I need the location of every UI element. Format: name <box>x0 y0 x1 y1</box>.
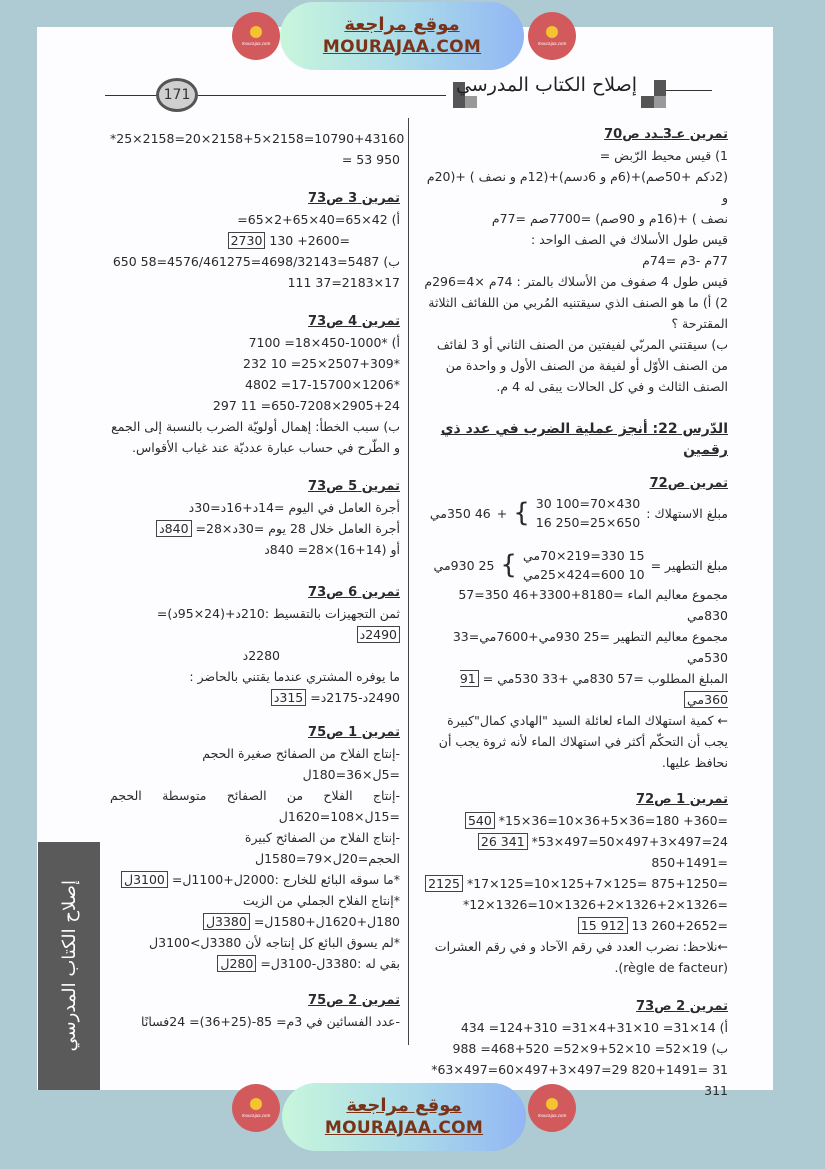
calc-line: *25×2158=20×2158+5×2158=10790+43160 <box>110 131 405 146</box>
text-line: 77م -3م =74م <box>642 253 728 268</box>
exercise-heading: تمرين 1 ص72 <box>636 792 728 807</box>
explanation-text: ب) سبب الخطأ: إهمال أولويّة الضرب بالنسبة إلى الجمع و الطّرح في حساب عبارة عدديّة عند غياب الأقواس. <box>111 419 400 455</box>
header-rule-mid <box>198 95 446 96</box>
conclusion-text: ← كمية استهلاك الماء لعائلة السيد "الهادي كمال"كبيرة يجب أن التحكّم أكثر في استهلاك الماء لأنه ثروة يجب أن نحافظ عليها. <box>438 713 728 770</box>
calc-line: أ) 14×31= 10×31+4×31= 310+124= 434 <box>460 1020 728 1035</box>
text-line: *ما سوقه البائع للخارج :2000ل+1100ل= 3100ل <box>110 869 400 890</box>
text-line: *لم يسوق البائع كل إنتاجه لأن 3380ل>3100ل <box>149 935 400 950</box>
header-square-icon <box>654 80 666 96</box>
text-line: 1) قيس محيط الرّبض = <box>599 148 728 163</box>
calc-line: *1206×17-15700= 4802 <box>245 377 400 392</box>
exercise-heading: تمرين 6 ص73 <box>308 585 400 600</box>
calc-line: *2507+309×25= 10 232 <box>243 356 400 371</box>
text-line: *إنتاج الفلاح الجملي من الزيت <box>242 893 400 908</box>
right-column <box>420 120 728 1101</box>
text-line: 2) أ) ما هو الصنف الذي سيقتنيه المُربي من اللفائف الثلاثة المقترحة ؟ <box>428 295 728 331</box>
text-line: 15 330=219×70مي <box>522 548 645 563</box>
text-line: أجرة العامل خلال 28 يوم =30د×28= 840د <box>110 518 400 539</box>
text-line: مجموع معاليم التطهير =25 930مي+7600مي=33 530مي <box>452 629 728 665</box>
text-line: -إنتاج الفلاح من الصفائح كبيرة الحجم=20ل×79=1580ل <box>244 830 400 866</box>
text-line: 2490د-2175د= 315د <box>110 687 400 708</box>
text-line: قيس طول الأسلاك في الصف الواحد : <box>530 232 728 247</box>
text-line: 180ل+1620ل+1580ل= 3380ل <box>110 911 400 932</box>
exercise-heading: تمرين عـ3ـدد ص70 <box>604 127 728 142</box>
page-number: 171 <box>156 78 198 112</box>
calc-line: 17×2183=37 111 <box>287 275 400 290</box>
answer-box: 2125 <box>425 875 463 892</box>
column-divider <box>408 118 409 1045</box>
text-line: بقي له :3380ل-3100ل= 280ل <box>110 953 400 974</box>
mourajaa-banner-top[interactable]: موقع مراجعة MOURAJAA.COM <box>280 2 524 70</box>
calc-line: ب) 19×52= 10×52+9×52= 520+468= 988 <box>452 1041 728 1056</box>
answer-box: 2730 <box>228 232 266 249</box>
text-line: المبلغ المطلوب =57 830مي +33 530مي = 91 360مي <box>459 671 728 707</box>
answer-box: 3380ل <box>203 913 250 930</box>
exercise-heading: تمرين 2 ص75 <box>308 993 400 1008</box>
text-line: 30 100=70×430 <box>535 496 641 511</box>
text-line: -عدد الفسائين في 3م= 85-(25+36)= 24فسانًا <box>141 1014 400 1029</box>
answer-box: 26 341 <box>478 833 528 850</box>
book-icon <box>250 26 262 38</box>
exercise-heading: تمرين 4 ص73 <box>308 314 400 329</box>
answer-box: 315د <box>271 689 306 706</box>
header-square-icon <box>453 96 465 108</box>
text-line: مجموع معاليم الماء =8180+3300+46 350=57 830مي <box>458 587 728 623</box>
calc-line: = 53 950 <box>341 152 400 167</box>
text-line: -إنتاج الفلاح من الصفائح متوسطة الحجم =15ل×108=1620ل <box>110 788 400 824</box>
calc-line: *63×497=60×497+3×497=29 820+1491= 31 311 <box>431 1062 728 1098</box>
exercise-heading: تمرين 5 ص73 <box>308 479 400 494</box>
book-icon <box>546 1098 558 1110</box>
mourajaa-logo-left: mourajaa.com <box>232 12 280 60</box>
header-square-icon <box>641 96 654 108</box>
header-rule-left <box>105 95 157 96</box>
calc-line: 2125 *17×125=10×125+7×125= 875+1250= <box>420 873 728 894</box>
header-square-icon <box>465 96 477 108</box>
text-line: 10 600=424×25مي <box>522 567 645 582</box>
calc-line: *12×1326=10×1326+2×1326+2×1326= <box>462 897 728 912</box>
text-line: 16 250=25×650 <box>535 515 641 530</box>
note-text: ←نلاحظ: نضرب العدد في رقم الآحاد و في رقم العشرات <box>434 939 728 954</box>
book-icon <box>546 26 558 38</box>
brace-icon: } <box>513 497 530 528</box>
mourajaa-logo-left: mourajaa.com <box>232 1084 280 1132</box>
text-line: (2دكم +50صم)+(6م و 6دسم)+(12م و نصف ) +(20م و <box>426 169 728 205</box>
text-line: نصف ) +(16م و 90صم) =7700صم =77م <box>491 211 728 226</box>
calc-line: أ) 42×65=40×65+2×65= <box>237 212 400 227</box>
header-rule-right <box>666 90 712 91</box>
answer-box: 540 <box>465 812 495 829</box>
book-icon <box>250 1098 262 1110</box>
mourajaa-logo-right: mourajaa.com <box>528 12 576 60</box>
answer-box: 91 360مي <box>459 671 728 707</box>
answer-box: 840د <box>156 520 191 537</box>
answer-box: 3100ل <box>121 871 168 888</box>
text-line: ثمن التجهيزات بالتقسيط :210د+(24×95د)= 2490د <box>156 606 400 642</box>
header-square-icon <box>654 96 666 108</box>
side-tab: إصلاح الكتاب المدرسي <box>38 842 100 1090</box>
text-line: 2280د <box>242 648 280 663</box>
text-line: ب) سيقتني المربّي لفيفتين من الصنف الثاني أو 3 لفائف من الصنف الأوّل أو لفيفة من الصنف الأول و واحدة من الصنف الثالث و في كل الحالات يبقى له 4 م. <box>436 337 728 394</box>
calc-line: 2905+24×650-7208= 11 297 <box>212 398 400 413</box>
brace-icon: } <box>500 549 517 580</box>
text-line: -إنتاج الفلاح من الصفائح صغيرة الحجم =5ل×36=180ل <box>202 746 400 782</box>
consumption-block: مبلغ الاستهلاك : 30 100=70×430 16 250=25×650 } + 46 350مي <box>429 496 728 530</box>
text-line: ما يوفره المشتري عندما يقتني بالحاضر : <box>189 669 400 684</box>
text-line: قيس طول 4 صفوف من الأسلاك بالمتر : 74م ×4=296م <box>424 274 728 289</box>
calc-line: 2730 130 +2600= <box>110 230 400 251</box>
calc-line: 26 341 *53×497=50×497+3×497=24 850+1491= <box>420 831 728 873</box>
lesson-title: الدّرس 22: أنجز عملية الضرب في عدد ذي رقمين <box>440 421 728 458</box>
sanitation-block: مبلغ التطهير = 15 330=219×70مي 10 600=424×25مي } 25 930مي <box>433 548 728 582</box>
exercise-heading: تمرين 3 ص73 <box>308 191 400 206</box>
answer-box: 15 912 <box>578 917 628 934</box>
text-line: أجرة العامل في اليوم =14د+16د=30د <box>188 500 400 515</box>
mourajaa-banner-bottom[interactable]: موقع مراجعة MOURAJAA.COM <box>282 1083 526 1151</box>
exercise-heading: تمرين ص72 <box>649 476 728 491</box>
left-column <box>110 128 405 1032</box>
exercise-heading: تمرين 1 ص75 <box>308 725 400 740</box>
mourajaa-logo-right: mourajaa.com <box>528 1084 576 1132</box>
calc-line: أ) *1000-450×18= 7100 <box>248 335 400 350</box>
exercise-heading: تمرين 2 ص73 <box>636 999 728 1014</box>
calc-line: 15 912 13 260+2652= <box>420 915 728 936</box>
note-text: (règle de facteur). <box>614 960 728 975</box>
page-title: إصلاح الكتاب المدرسي <box>455 74 637 96</box>
answer-box: 280ل <box>217 955 256 972</box>
calc-line: ب) 5487=4698/32143=4576/461275=58 650 <box>112 254 400 269</box>
calc-line: 540 *15×36=10×36+5×36=180 +360= <box>420 810 728 831</box>
answer-box: 2490د <box>357 626 400 643</box>
text-line: أو (14+16)×28= 840د <box>264 542 400 557</box>
